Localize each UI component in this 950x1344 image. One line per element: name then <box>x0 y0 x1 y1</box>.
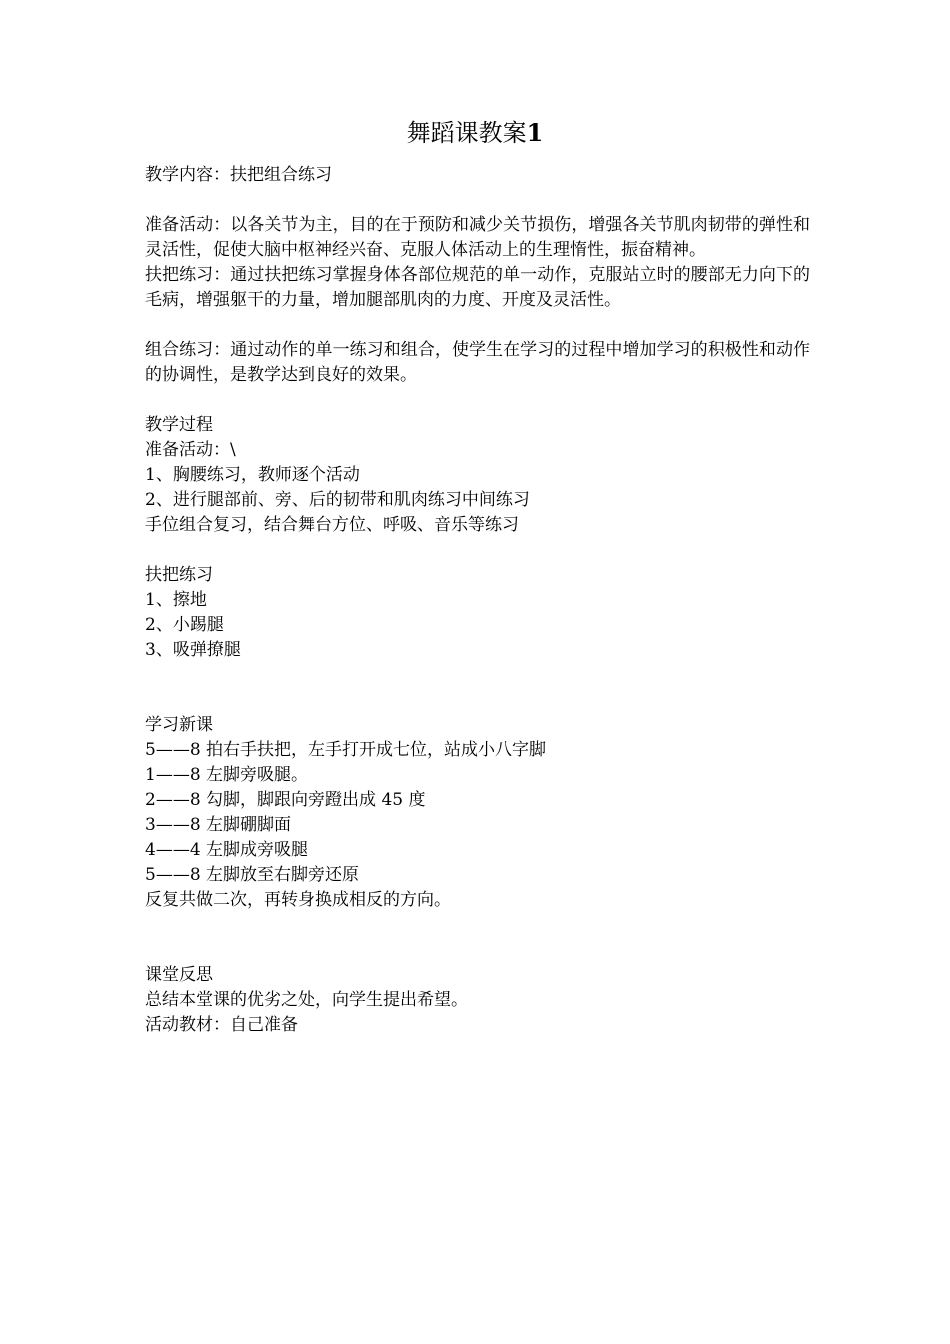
blank-line <box>145 388 810 413</box>
document-body <box>145 163 810 1038</box>
materials-text: 活动教材：自己准备 <box>145 1015 298 1035</box>
process-heading: 教学过程 <box>145 415 213 435</box>
list-item: 3、吸弹撩腿 <box>145 640 241 660</box>
barre-heading: 扶把练习 <box>145 565 213 585</box>
list-item: 手位组合复习，结合舞台方位、呼吸、音乐等练习 <box>145 515 519 535</box>
list-item: 1、擦地 <box>145 590 207 610</box>
prep-activity-paragraph: 准备活动：以各关节为主，目的在于预防和减少关节损伤，增强各关节肌肉韧带的弹性和灵活性，促使大脑中枢神经兴奋、克服人体活动上的生理惰性，振奋精神。 <box>145 215 810 260</box>
combo-practice-paragraph: 组合练习：通过动作的单一练习和组合，使学生在学习的过程中增加学习的积极性和动作的协调性，是教学达到良好的效果。 <box>145 340 810 385</box>
blank-line <box>145 663 810 688</box>
blank-line <box>145 913 810 938</box>
document-title <box>0 116 950 150</box>
reflection-heading: 课堂反思 <box>145 965 213 985</box>
title-text: 舞蹈课教案 <box>406 119 527 147</box>
list-item: 5——8 左脚放至右脚旁还原 <box>145 865 360 885</box>
list-item: 4——4 左脚成旁吸腿 <box>145 840 309 860</box>
barre-practice-paragraph: 扶把练习：通过扶把练习掌握身体各部位规范的单一动作，克服站立时的腰部无力向下的毛病，增强躯干的力量，增加腿部肌肉的力度、开度及灵活性。 <box>145 265 810 310</box>
teaching-content-line: 教学内容：扶把组合练习 <box>145 165 332 185</box>
blank-line <box>145 688 810 713</box>
list-item: 2、小踢腿 <box>145 615 224 635</box>
list-item: 2、进行腿部前、旁、后的韧带和肌肉练习中间练习 <box>145 490 530 510</box>
prep-heading: 准备活动：\ <box>145 440 236 460</box>
blank-line <box>145 538 810 563</box>
new-lesson-heading: 学习新课 <box>145 715 213 735</box>
list-item: 5——8 拍右手扶把，左手打开成七位，站成小八字脚 <box>145 740 547 760</box>
list-item: 2——8 勾脚，脚跟向旁蹬出成 45 度 <box>145 790 426 810</box>
blank-line <box>145 938 810 963</box>
blank-line <box>145 188 810 213</box>
title-number: 1 <box>526 118 544 147</box>
list-item: 3——8 左脚硼脚面 <box>145 815 292 835</box>
list-item: 1——8 左脚旁吸腿。 <box>145 765 309 785</box>
blank-line <box>145 313 810 338</box>
reflection-text: 总结本堂课的优劣之处，向学生提出希望。 <box>145 990 468 1010</box>
list-item: 反复共做二次，再转身换成相反的方向。 <box>145 890 451 910</box>
list-item: 1、胸腰练习，教师逐个活动 <box>145 465 360 485</box>
